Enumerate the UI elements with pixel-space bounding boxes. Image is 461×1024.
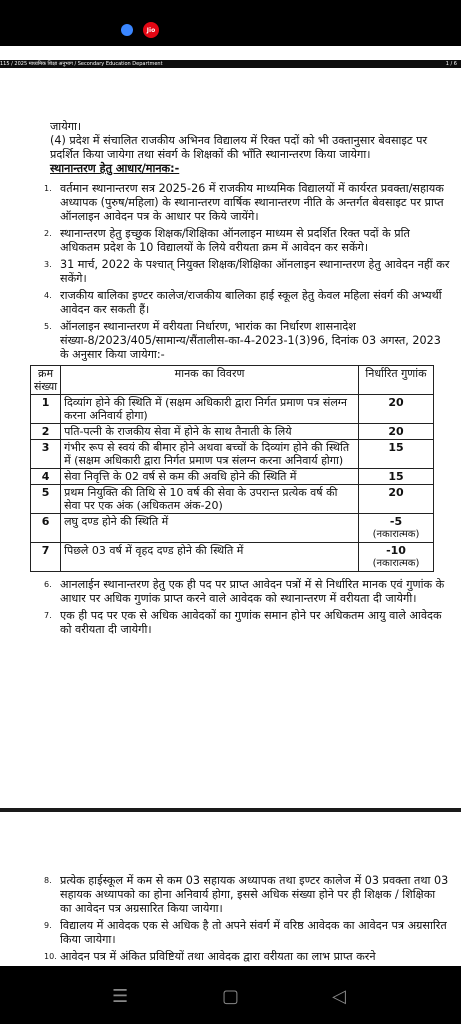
list-item [44, 578, 450, 606]
row-score: 15 [388, 441, 404, 454]
intro-line: जायेगा। [50, 120, 82, 133]
list-item-number: 3. [44, 260, 52, 269]
list-item [44, 874, 450, 916]
criteria-list-continued [44, 578, 450, 637]
row-sn: 1 [31, 395, 61, 424]
document-header: 115 / 2025 माध्यमिक शिक्षा अनुभाग / Secondary Education Department [0, 61, 163, 67]
row-sn: 4 [31, 469, 61, 485]
list-item-number: 4. [44, 291, 52, 300]
list-item [44, 919, 450, 947]
message-icon [121, 24, 133, 36]
table-row [31, 543, 434, 572]
row-description: गंभीर रूप से स्वयं की बीमार होने अथवा बच्चों के दिव्यांग होने की स्थिति में (सक्षम अधिकारी द्वारा निर्गत प्रमाण पत्र संलग्न करना अनिवार्य होगा) [61, 440, 359, 469]
row-score-cell [359, 469, 434, 485]
row-description: सेवा निवृत्ति के 02 वर्ष से कम की अवधि होने की स्थिति में [61, 469, 359, 485]
row-score-cell [359, 543, 434, 572]
row-score: 15 [388, 470, 404, 483]
list-item [44, 258, 450, 286]
document-page-2 [44, 868, 450, 967]
page2-list [44, 874, 450, 964]
list-item-text: 31 मार्च, 2022 के पश्चात् नियुक्त शिक्षक/शिक्षिका ऑनलाइन स्थानान्तरण हेतु आवेदन नहीं कर सकेंगे। [60, 258, 450, 285]
table-header-sn: क्रम संख्या [31, 366, 61, 395]
list-item-number: 6. [44, 580, 52, 589]
list-item [44, 320, 450, 362]
row-score-cell [359, 395, 434, 424]
list-item [44, 182, 450, 224]
list-item-text: आनलाईन स्थानान्तरण हेतु एक ही पद पर प्राप्त आवेदन पत्रों में से निर्धारित मानक एवं गुणांक के आधार पर अधिक गुणांक प्राप्त करने वाले आवेदक को स्थानान्तरण में वरीयता दी जायेगी। [60, 578, 445, 605]
table-row [31, 440, 434, 469]
table-header-desc: मानक का विवरण [61, 366, 359, 395]
status-bar [0, 0, 461, 46]
row-score: 20 [388, 396, 404, 409]
row-score-cell [359, 440, 434, 469]
list-item-number: 2. [44, 229, 52, 238]
row-description: लघु दण्ड होने की स्थिति में [61, 514, 359, 543]
intro-paragraph: (4) प्रदेश में संचालित राजकीय अभिनव विद्यालय में रिक्त पदों को भी उक्तानुसार बेवसाइट पर प्रदर्शित किया जायेगा तथा संवर्ग के शिक्षकों की भाँति स्थानान्तरण किया जायेगा। [50, 134, 428, 161]
row-description: प्रथम नियुक्ति की तिथि से 10 वर्ष की सेवा के उपरान्त प्रत्येक वर्ष की सेवा पर एक अंक (अधिकतम अंक-20) [61, 485, 359, 514]
list-item-text: एक ही पद पर एक से अधिक आवेदकों का गुणांक समान होने पर अधिकतम आयु वाले आवेदक को वरीयता दी जायेगी। [60, 609, 442, 636]
row-score: 20 [388, 425, 404, 438]
list-item-text: ऑनलाइन स्थानान्तरण में वरीयता निर्धारण, भारांक का निर्धारण शासनादेश संख्या-8/2023/405/सामान्य/सैंतालीस-का-4-2023-1(3)96, दिनांक 03 अगस्त, 2023 के अनुसार किया जायेगा:- [60, 320, 441, 361]
jio-icon: Jio [143, 22, 159, 38]
table-row [31, 424, 434, 440]
list-item-text: स्थानान्तरण हेतु इच्छुक शिक्षक/शिक्षिका ऑनलाइन माध्यम से प्रदर्शित रिक्त पदों के प्रति अधिकतम प्रदेश के 10 विद्यालयों के लिये वरीयता क्रम में आवेदन कर सकेंगे। [60, 227, 410, 254]
row-score: -10 [386, 544, 406, 557]
criteria-list [44, 182, 450, 362]
page-separator [0, 808, 461, 812]
row-score-cell [359, 514, 434, 543]
navigation-bar [0, 966, 461, 1024]
list-item [44, 227, 450, 255]
table-row [31, 469, 434, 485]
section-title: स्थानान्तरण हेतु आधार/मानक:- [50, 162, 180, 175]
list-item-number: 7. [44, 611, 52, 620]
row-score: 20 [388, 486, 404, 499]
row-description: पिछले 03 वर्ष में वृहद दण्ड होने की स्थिति में [61, 543, 359, 572]
home-icon[interactable]: ▢ [222, 986, 240, 1007]
document-page-1 [34, 120, 450, 640]
list-item-number: 10. [44, 952, 57, 961]
row-description: दिव्यांग होने की स्थिति में (सक्षम अधिकारी द्वारा निर्गत प्रमाण पत्र संलग्न करना अनिवार्य होगा) [61, 395, 359, 424]
list-item-number: 5. [44, 322, 52, 331]
page-band [0, 46, 461, 60]
row-score-cell [359, 424, 434, 440]
page-indicator: 1 / 6 [445, 61, 457, 67]
list-item-text: प्रत्येक हाईस्कूल में कम से कम 03 सहायक अध्यापक तथा इण्टर कालेज में 03 प्रवक्ता तथा 03 सहायक अध्यापको का होना अनिवार्य होगा, इससे अधिक संख्या होने पर ही शिक्षक / शिक्षिका का आवेदन पत्र अग्रसारित किया जायेगा। [60, 874, 449, 915]
row-sn: 7 [31, 543, 61, 572]
row-description: पति-पत्नी के राजकीय सेवा में होने के साथ तैनाती के लिये [61, 424, 359, 440]
list-item-text: वर्तमान स्थानान्तरण सत्र 2025-26 में राजकीय माध्यमिक विद्यालयों में कार्यरत प्रवक्ता/सहायक अध्यापक (पुरुष/महिला) के स्थानान्तरण वार्षिक स्थानान्तरण नीति के अन्तर्गत बेवसाइट पर प्राप्त ऑनलाइन आवेदन पत्र के आधार पर किये जायेंगे। [60, 182, 444, 223]
table-row [31, 395, 434, 424]
table-row [31, 514, 434, 543]
list-item [44, 950, 450, 964]
list-item-number: 9. [44, 921, 52, 930]
row-sn: 3 [31, 440, 61, 469]
row-score-cell [359, 485, 434, 514]
recent-apps-icon[interactable]: ☰ [112, 986, 129, 1007]
table-header-score: निर्धारित गुणांक [359, 366, 434, 395]
table-row [31, 485, 434, 514]
list-item-text: विद्यालय में आवेदक एक से अधिक है तो अपने संवर्ग में वरिष्ठ आवेदक का आवेदन पत्र अग्रसारित किया जायेगा। [60, 919, 447, 946]
list-item-text: राजकीय बालिका इण्टर कालेज/राजकीय बालिका हाई स्कूल हेतु केवल महिला संवर्ग की अभ्यर्थी आवेदन कर सकती हैं। [60, 289, 442, 316]
row-sn: 2 [31, 424, 61, 440]
list-item [44, 609, 450, 637]
list-item [44, 289, 450, 317]
row-score: -5 [389, 515, 403, 528]
list-item-number: 8. [44, 876, 52, 885]
row-sn: 6 [31, 514, 61, 543]
row-score-note: (नकारात्मक) [372, 558, 420, 569]
list-item-text: आवेदन पत्र में अंकित प्रविष्टियों तथा आवेदक द्वारा वरीयता का लाभ प्राप्त करने [60, 950, 376, 963]
row-score-note: (नकारात्मक) [372, 529, 420, 540]
row-sn: 5 [31, 485, 61, 514]
list-item-number: 1. [44, 184, 52, 193]
back-icon[interactable]: ◁ [332, 986, 346, 1007]
criteria-table [30, 365, 434, 572]
